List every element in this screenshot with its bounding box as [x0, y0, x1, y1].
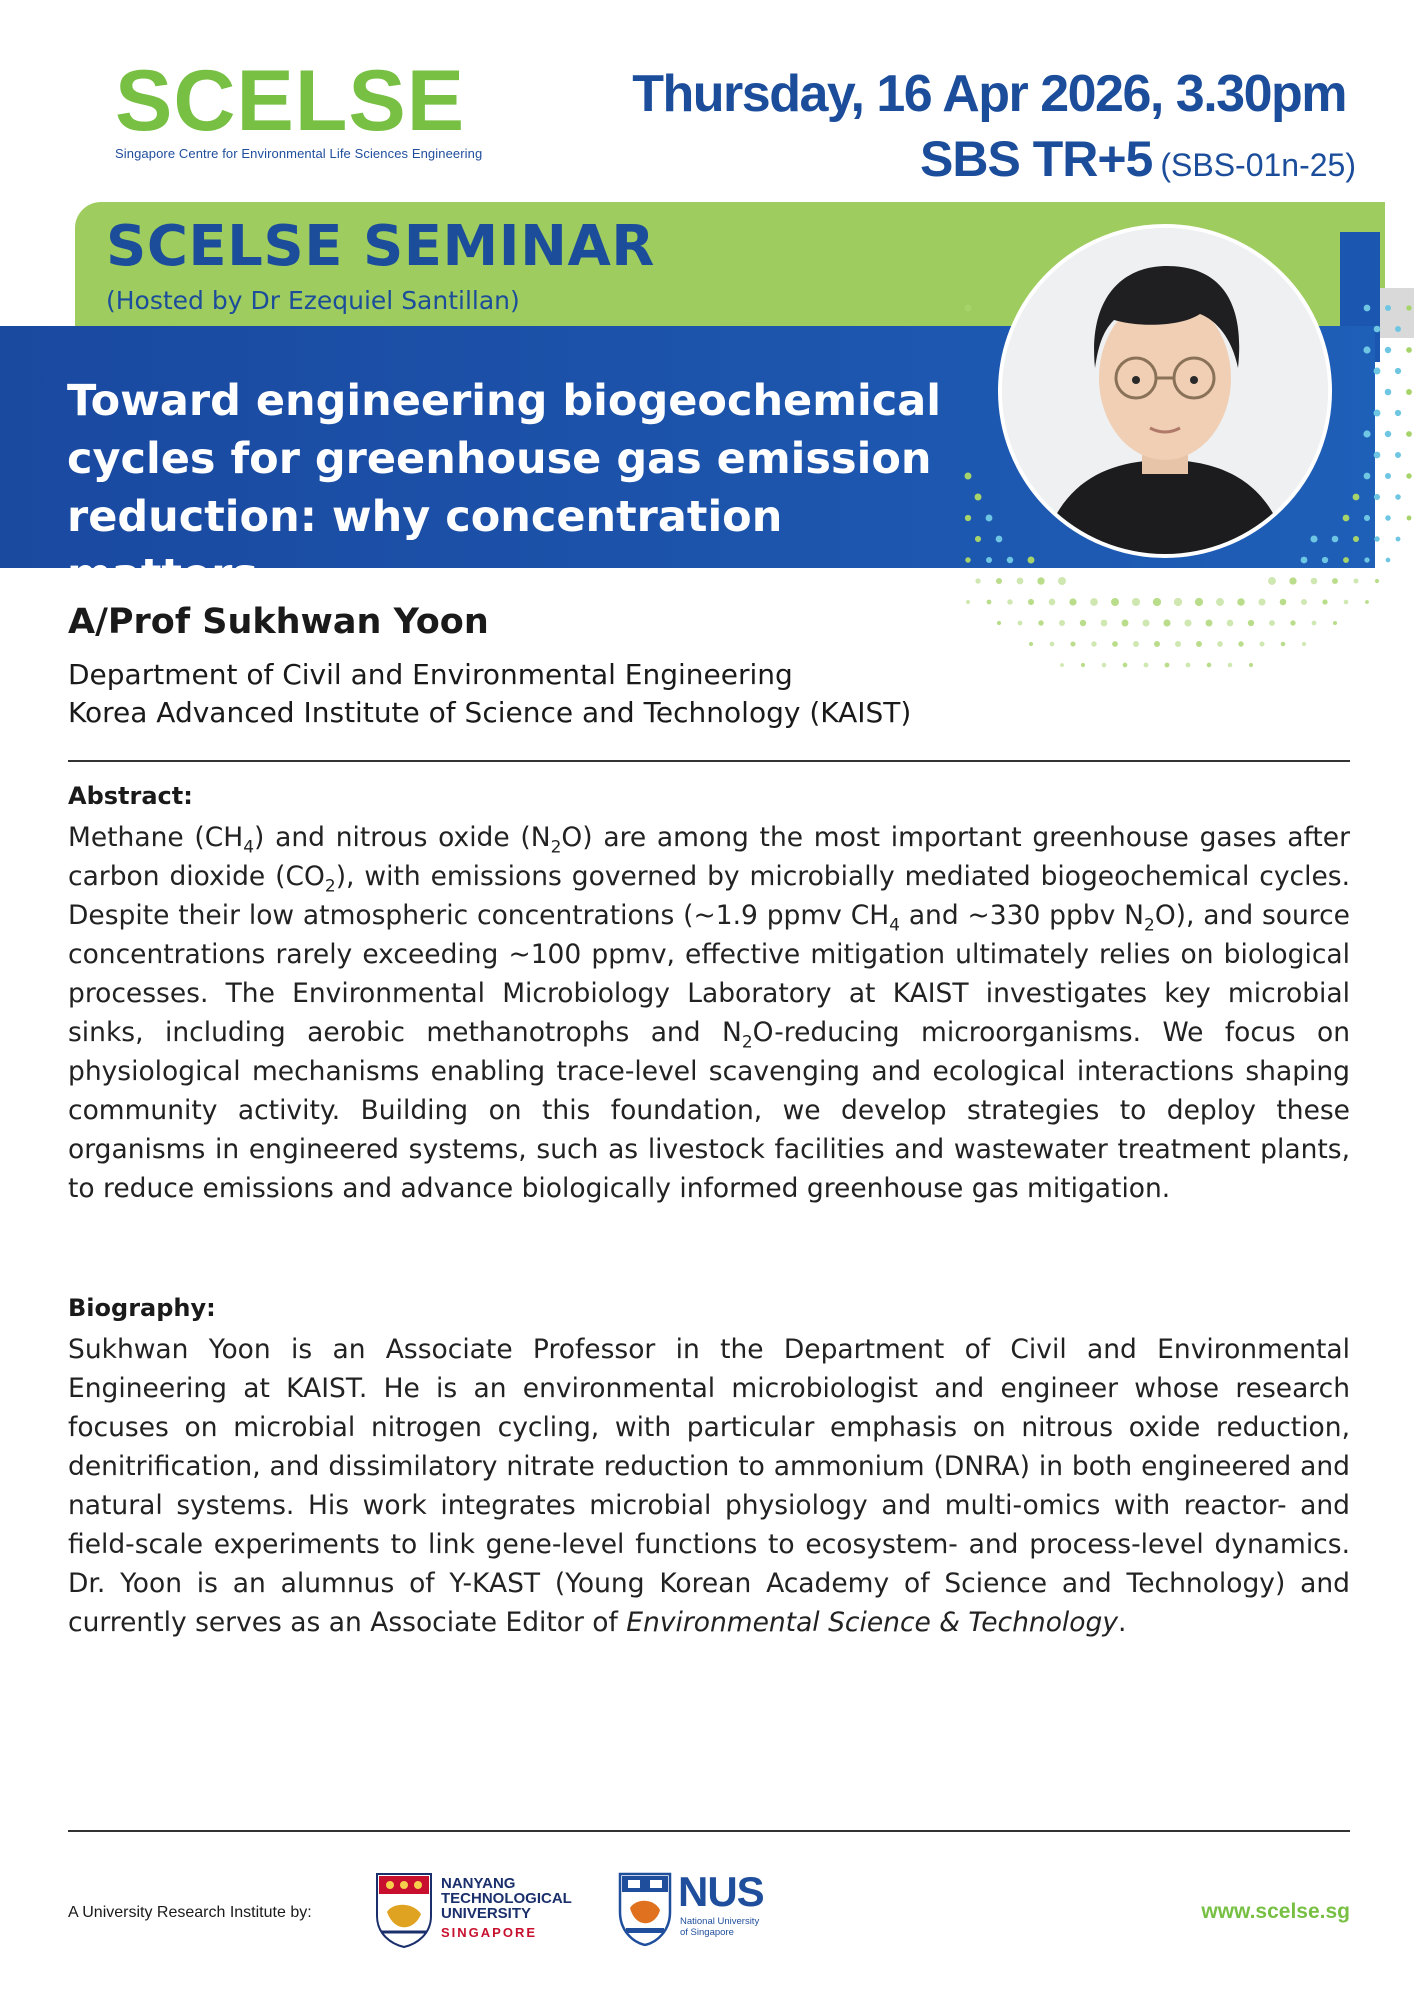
- decor-dot: [997, 621, 1001, 625]
- decor-dot: [1375, 579, 1379, 583]
- ntu-wordmark: [441, 1876, 572, 1940]
- decor-dot: [1280, 599, 1287, 606]
- decor-dot: [1385, 347, 1391, 353]
- decor-dot: [1080, 620, 1086, 626]
- decor-dot: [1406, 389, 1412, 395]
- decor-dot: [1028, 599, 1034, 605]
- decor-dot: [975, 578, 980, 583]
- decor-dot: [1174, 598, 1182, 606]
- biography-text: Sukhwan Yoon is an Associate Professor in the Department of Civil and Environmental Engineering at KAIST. He is an environmental microbiologist and engineer whose research focuses on microbial nitrogen cycling, with particular emphasis on nitrous oxide reduction, denitrification, and dissimilatory nitrate reduction to ammonium (DNRA) in both engineered and natural systems. His work integrates microbial physiology and multi-omics with reactor- and field-scale experiments to link gene-level functions to ecosystem- and process-level dynamics. Dr. Yoon is an alumnus of Y-KAST (Young Korean Academy of Science and Technology) and currently serves as an Associate Editor of Environmental Science & Technology.: [68, 1334, 1350, 1638]
- decor-dot: [1028, 557, 1035, 564]
- decor-dot: [965, 515, 971, 521]
- decor-dot: [1311, 578, 1318, 585]
- decor-dot: [1364, 305, 1371, 312]
- nus-subtitle: [680, 1916, 759, 1938]
- decor-dot: [1343, 515, 1350, 522]
- decor-dot: [975, 494, 982, 501]
- decor-dot: [1395, 326, 1401, 332]
- scelse-logo: [115, 53, 483, 161]
- decor-dot: [1049, 599, 1056, 606]
- decor-dot: [1374, 410, 1381, 417]
- decor-dot: [1290, 620, 1295, 625]
- decor-dot: [1395, 452, 1401, 458]
- decor-dot: [966, 600, 970, 604]
- decor-dot: [1406, 347, 1412, 353]
- decor-dot: [1310, 535, 1317, 542]
- decor-dot: [1281, 642, 1286, 647]
- nus-sub-line: of Singapore: [680, 1927, 734, 1938]
- speaker-department: Department of Civil and Environmental Engineering: [68, 658, 793, 691]
- decor-dot: [1184, 619, 1191, 626]
- decor-dot: [1396, 537, 1401, 542]
- decor-dot: [1060, 663, 1064, 667]
- decor-dot: [1374, 452, 1381, 459]
- decor-dot: [1365, 600, 1369, 604]
- decor-dot: [1069, 598, 1076, 605]
- decor-dot: [996, 536, 1003, 543]
- decor-dot: [1301, 557, 1308, 564]
- decor-dot: [1007, 557, 1013, 563]
- decor-dot: [1385, 515, 1391, 521]
- decor-dot: [1237, 598, 1245, 606]
- ntu-line: UNIVERSITY: [441, 1905, 532, 1922]
- decor-dot: [1132, 598, 1140, 606]
- ntu-line: TECHNOLOGICAL: [441, 1890, 572, 1907]
- decor-dot: [1289, 577, 1296, 584]
- decor-dot: [1133, 641, 1139, 647]
- divider: [68, 760, 1350, 762]
- seminar-title: SCELSE SEMINAR: [106, 214, 655, 279]
- decor-dot: [1344, 600, 1349, 605]
- decor-dot: [1386, 558, 1391, 563]
- decor-dot: [1165, 663, 1170, 668]
- decor-dot: [1385, 473, 1391, 479]
- decor-dot: [1186, 663, 1191, 668]
- decor-dot: [1122, 620, 1129, 627]
- decor-dot: [1111, 598, 1119, 606]
- talk-title-line: Toward engineering biogeochemical: [67, 376, 942, 426]
- decor-dot: [1206, 620, 1213, 627]
- decor-dot: [1395, 494, 1401, 500]
- decor-dot: [1302, 642, 1306, 646]
- decor-dot: [1407, 516, 1412, 521]
- decor-dot: [975, 536, 981, 542]
- talk-title-line: reduction: why concentration matters: [67, 492, 783, 600]
- decor-dot: [1249, 663, 1253, 667]
- decor-dot: [1018, 621, 1023, 626]
- decor-dot: [1353, 494, 1360, 501]
- decor-dot: [1259, 641, 1264, 646]
- talk-title-line: cycles for greenhouse gas emission: [67, 434, 932, 484]
- decor-dot: [1406, 473, 1411, 478]
- decor-dot: [1322, 599, 1327, 604]
- decor-dot: [1332, 536, 1339, 543]
- decor-dot: [1385, 389, 1392, 396]
- decor-dot: [1154, 641, 1160, 647]
- decor-dot: [1374, 368, 1381, 375]
- decor-dot: [1363, 430, 1370, 437]
- divider: [68, 1830, 1350, 1832]
- decor-dot: [965, 305, 972, 312]
- nus-logo: [618, 1868, 764, 1950]
- speaker-affiliation: [68, 656, 911, 732]
- speaker-institution: Korea Advanced Institute of Science and Technology (KAIST): [68, 696, 912, 729]
- ntu-crest-icon: [375, 1872, 433, 1948]
- nus-wordmark: NUS: [678, 1868, 764, 1915]
- decor-dot: [1102, 663, 1107, 668]
- event-venue: [920, 130, 1356, 188]
- speaker-name: A/Prof Sukhwan Yoon: [68, 602, 489, 642]
- decor-dot: [1332, 578, 1338, 584]
- decor-dot: [1258, 598, 1265, 605]
- speaker-photo: [998, 224, 1332, 558]
- decor-dot: [1059, 620, 1065, 626]
- seminar-host: (Hosted by Dr Ezequiel Santillan): [106, 286, 520, 315]
- decor-dot: [1216, 598, 1224, 606]
- abstract-text: Methane $(CH_4)$ and nitrous oxide $(N_2O)$ are among the most important greenhouse gases after carbon dioxide $(CO_2)$, with emissions governed by microbially mediated biogeochemical cycles. Despite their low atmospheric concentrations (~1.9 ppmv $CH_4$ and ~330 ppbv $N_2O$), and source concentrations rarely exceeding ~100 ppmv, effective mitigation ultimately relies on biological processes. The Environmental Microbiology Laboratory at KAIST investigates key microbial sinks, including aerobic methanotrophs and $N_2O$-reducing microorganisms. We focus on physiological mechanisms enabling trace-level scavenging and ecological interactions shaping community activity. Building on this foundation, we develop strategies to deploy these organisms in engineered systems, such as livestock facilities and wastewater treatment plants, to reduce emissions and advance biologically informed greenhouse gas mitigation.: [68, 822, 1350, 1204]
- decor-dot: [1248, 620, 1254, 626]
- decor-dot: [1406, 431, 1412, 437]
- biography-heading: Biography:: [68, 1294, 216, 1322]
- decor-dot: [1144, 663, 1149, 668]
- decor-dot: [1070, 641, 1075, 646]
- ntu-country: SINGAPORE: [441, 1925, 538, 1940]
- decor-dot: [1029, 642, 1033, 646]
- decor-dot: [1333, 621, 1337, 625]
- decor-dot: [965, 557, 970, 562]
- decor-dot: [1112, 641, 1118, 647]
- decor-dot: [996, 578, 1002, 584]
- venue-name: SBS TR+5: [920, 131, 1153, 187]
- decor-dot: [1050, 642, 1055, 647]
- nus-crest-icon: [618, 1872, 672, 1946]
- nus-sub-line: National University: [680, 1916, 760, 1927]
- decor-dot: [1196, 641, 1202, 647]
- speaker-portrait-icon: [1002, 228, 1328, 554]
- decor-dot: [1374, 536, 1379, 541]
- decor-dot: [1363, 346, 1370, 353]
- decor-dot: [986, 557, 992, 563]
- decor-dot: [1228, 663, 1232, 667]
- venue-room: (SBS-01n-25): [1160, 147, 1356, 183]
- decor-dot: [1406, 305, 1411, 310]
- decor-dot: [1195, 598, 1203, 606]
- decor-dot: [1353, 578, 1358, 583]
- decor-dot: [1301, 599, 1307, 605]
- decor-dot: [1007, 599, 1012, 604]
- decor-dot: [1038, 620, 1043, 625]
- event-datetime: Thursday, 16 Apr 2026, 3.30pm: [632, 65, 1346, 123]
- decor-dot: [1322, 557, 1328, 563]
- decor-dot: [1364, 557, 1369, 562]
- decor-dot: [1123, 663, 1128, 668]
- decor-dot: [1175, 641, 1181, 647]
- ntu-logo: [375, 1872, 572, 1952]
- decor-dot: [1017, 578, 1024, 585]
- decor-dot: [1037, 577, 1044, 584]
- decor-dot: [1153, 598, 1161, 606]
- decor-dot: [1385, 431, 1391, 437]
- decor-dot: [1364, 473, 1371, 480]
- ntu-line: NANYANG: [441, 1875, 516, 1892]
- decor-dot: [965, 473, 972, 480]
- decor-dot: [1374, 494, 1380, 500]
- decor-dot: [1207, 663, 1212, 668]
- decor-dot: [1364, 515, 1370, 521]
- decor-dot: [1163, 619, 1170, 626]
- decor-dot: [1058, 577, 1066, 585]
- decor-dot: [1090, 598, 1098, 606]
- decor-dot: [1343, 557, 1349, 563]
- footer-label: A University Research Institute by:: [68, 1904, 312, 1921]
- decor-dot: [987, 600, 992, 605]
- decor-dot: [1312, 621, 1317, 626]
- decor-dot: [1238, 641, 1243, 646]
- decor-dot: [1101, 620, 1108, 627]
- logo-wordmark: SCELSE: [115, 53, 466, 149]
- decor-dot: [1217, 641, 1223, 647]
- decor-dot: [1395, 368, 1401, 374]
- decor-dot: [1227, 620, 1234, 627]
- decor-dot: [1091, 641, 1096, 646]
- abstract-heading: Abstract:: [68, 782, 193, 810]
- decor-dot: [1374, 326, 1381, 333]
- decor-dot: [1268, 577, 1276, 585]
- decor-dot: [1353, 536, 1359, 542]
- decor-dot: [986, 515, 993, 522]
- decor-dot: [1081, 663, 1085, 667]
- decor-dot: [1269, 620, 1275, 626]
- talk-title: [67, 372, 967, 604]
- decor-dot: [1385, 305, 1391, 311]
- decor-dot: [1395, 410, 1401, 416]
- logo-subtitle: Singapore Centre for Environmental Life Sciences Engineering: [115, 146, 483, 161]
- decor-dot: [1142, 619, 1149, 626]
- website-link[interactable]: www.scelse.sg: [1201, 1900, 1350, 1923]
